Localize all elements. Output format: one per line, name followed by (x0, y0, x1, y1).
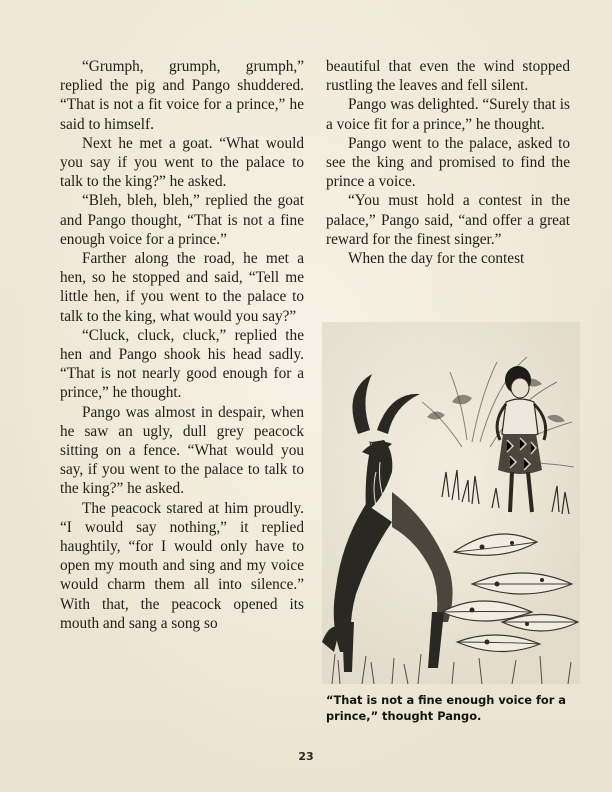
paragraph: Pango went to the palace, asked to see the king and promised to find the prince a voice. (326, 134, 570, 191)
right-text-column (326, 57, 570, 268)
illustration-caption: “That is not a fine enough voice for a prince,” thought Pango. (326, 693, 566, 723)
page-number: 23 (298, 750, 314, 763)
paragraph: When the day for the contest (348, 250, 525, 268)
goat-and-boy-illustration (322, 322, 580, 684)
paragraph-continuation: beautiful that even the wind stopped rustling the leaves and fell silent. (326, 58, 570, 95)
paragraph: “Cluck, cluck, cluck,” replied the hen and Pango shook his head sadly. “That is not nearly good enough for a prince,” he thought. (60, 326, 304, 402)
paragraph: Pango was delighted. “Surely that is a voice fit for a prince,” he thought. (326, 96, 570, 133)
paragraph: Next he met a goat. “What would you say if you went to the palace to talk to the king?” he asked. (60, 134, 304, 191)
paragraph: “Grumph, grumph, grumph,” replied the pig and Pango shuddered. “That is not a fit voice for a prince,” he said to himself. (60, 58, 304, 133)
paragraph: Farther along the road, he met a hen, so he stopped and said, “Tell me little hen, if you went to the palace to talk to the king, what would you say?” (60, 250, 304, 325)
left-text-column (60, 57, 304, 633)
paragraph: “You must hold a contest in the palace,” Pango said, “and offer a great reward for the finest singer.” (326, 192, 570, 248)
paragraph: Pango was almost in despair, when he saw an ugly, dull grey peacock sitting on a fence. “What would you say, if you went to the palace to talk to the king?” he asked. (60, 403, 304, 498)
paragraph: The peacock stared at him proudly. “I would say nothing,” it replied haughtily, “for I would only have to open my mouth and sing and my voice would charm them all into silence.” With that, the peacock opened its mouth and sang a song so (60, 499, 304, 632)
paragraph: “Bleh, bleh, bleh,” replied the goat and Pango thought, “That is not a fine enough voice for a prince.” (60, 192, 304, 248)
